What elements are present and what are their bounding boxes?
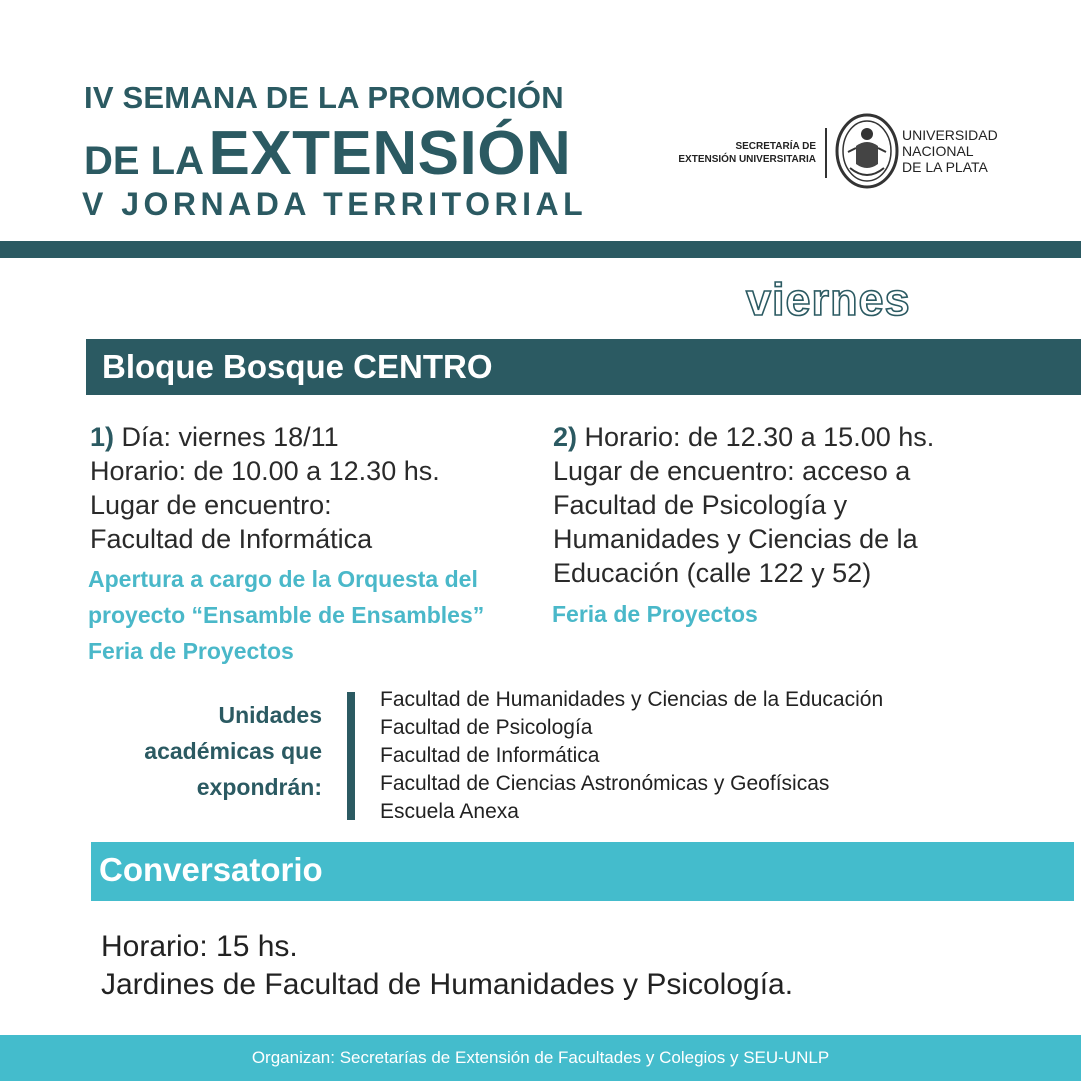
session-1-place: Facultad de Informática (90, 524, 373, 554)
logo-divider (825, 128, 827, 178)
session-2-time: 2) Horario: de 12.30 a 15.00 hs. (553, 422, 935, 452)
session-2-highlights: Feria de Proyectos (552, 601, 758, 627)
session-2-place-line1: Lugar de encuentro: acceso a (553, 456, 911, 486)
university-seal-icon (834, 112, 900, 190)
session-2-place-line3: Humanidades y Ciencias de la (553, 524, 918, 554)
footer-text: Organizan: Secretarías de Extensión de Facultades y Colegios y SEU-UNLP (251, 1048, 830, 1067)
session-number: 2) (553, 422, 578, 452)
event-subtitle: V JORNADA TERRITORIAL (82, 186, 588, 222)
day-label: viernes (746, 274, 911, 325)
conversatorio-header (91, 842, 1074, 901)
unidades-label: Unidades académicas que expondrán: (144, 702, 322, 800)
secretaria-label: SECRETARÍA DE EXTENSIÓN UNIVERSITARIA (678, 141, 816, 165)
event-title-line2 (84, 118, 571, 189)
bloque-header (86, 339, 1081, 395)
header-divider-bar (0, 241, 1081, 258)
event-title-main: EXTENSIÓN (208, 119, 572, 188)
session-1-highlights: Apertura a cargo de la Orquesta del proyecto “Ensamble de Ensambles” Feria de Proyectos (88, 566, 485, 664)
session-1-place-label: Lugar de encuentro: (90, 490, 332, 520)
session-1-time: Horario: de 10.00 a 12.30 hs. (90, 456, 440, 486)
list-item: Facultad de Psicología (380, 716, 593, 739)
conversatorio-place: Jardines de Facultad de Humanidades y Psicología. (101, 968, 794, 1001)
event-title-line1: IV SEMANA DE LA PROMOCIÓN (84, 80, 564, 115)
list-item: Facultad de Humanidades y Ciencias de la Educación (380, 688, 884, 711)
session-2 (553, 420, 1023, 590)
university-name: UNIVERSIDAD NACIONAL DE LA PLATA (902, 127, 998, 175)
conversatorio-info (101, 928, 793, 1004)
session-1-date: 1) Día: viernes 18/11 (90, 422, 339, 452)
list-item: Facultad de Ciencias Astronómicas y Geofísicas (380, 772, 830, 795)
session-number: 1) (90, 422, 115, 452)
footer-bar (0, 1035, 1081, 1081)
event-title-prefix: DE LA (84, 139, 204, 183)
conversatorio-time: Horario: 15 hs. (101, 930, 298, 963)
bloque-title: Bloque Bosque CENTRO (102, 348, 493, 385)
conversatorio-title: Conversatorio (99, 851, 323, 888)
list-item: Escuela Anexa (380, 800, 519, 823)
unidades-divider (347, 692, 355, 820)
session-1 (90, 420, 530, 556)
list-item: Facultad de Informática (380, 744, 600, 767)
session-2-place-line4: Educación (calle 122 y 52) (553, 558, 872, 588)
unidades-list (380, 686, 883, 826)
session-2-place-line2: Facultad de Psicología y (553, 490, 848, 520)
